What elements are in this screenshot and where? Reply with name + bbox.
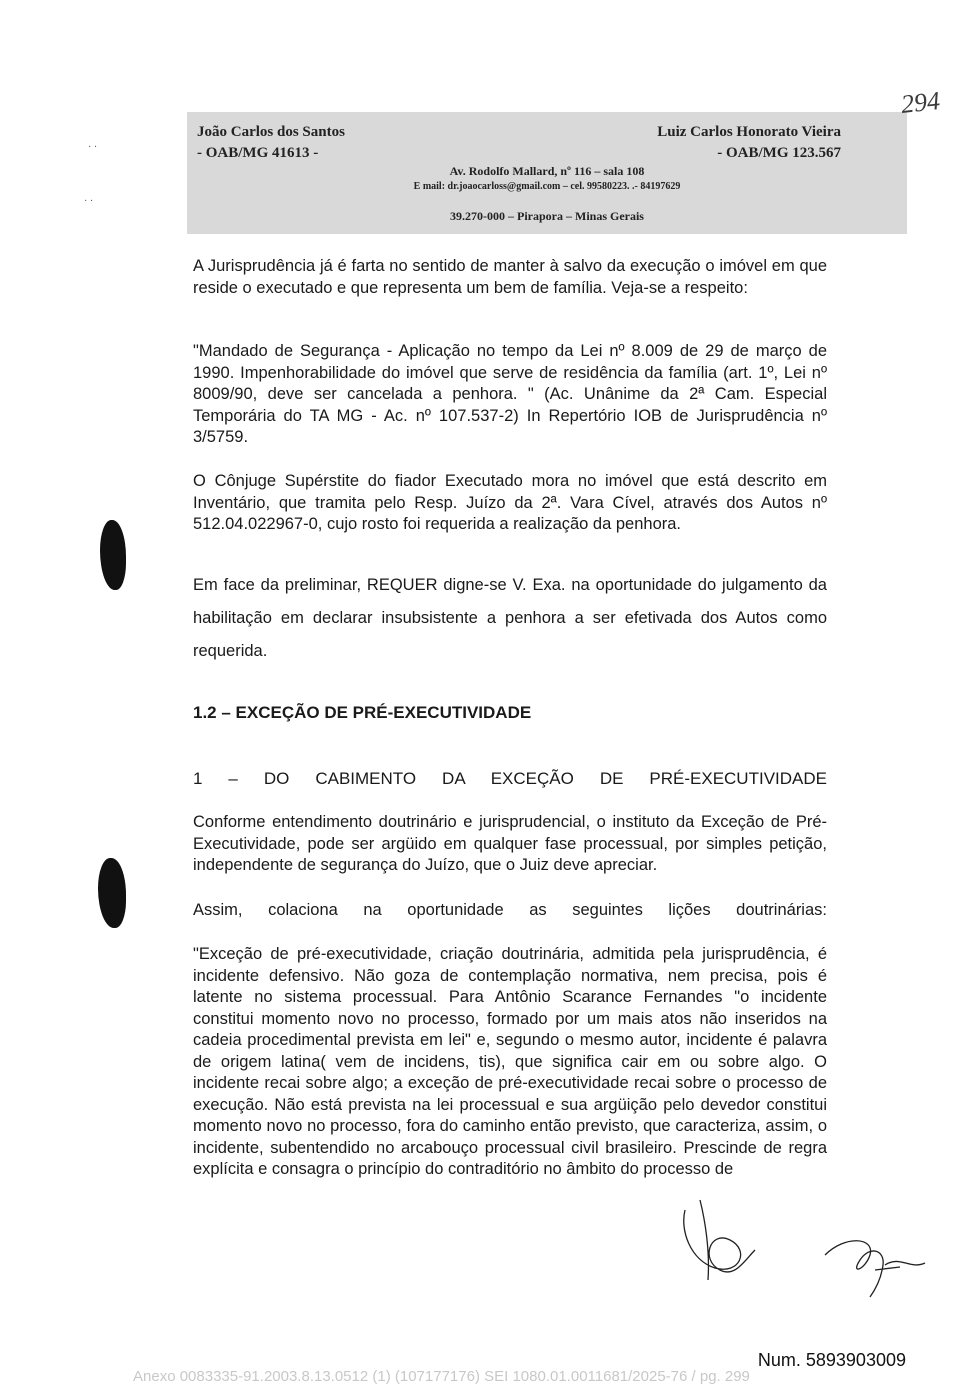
- punch-hole-mark: [98, 858, 126, 928]
- section-heading: 1.2 – EXCEÇÃO DE PRÉ-EXECUTIVIDADE: [193, 703, 532, 722]
- signature-2: [815, 1225, 935, 1305]
- paragraph-jurisprudence: [193, 256, 827, 299]
- letterhead-right: [657, 122, 841, 164]
- quote-text: "Mandado de Segurança - Aplicação no tempo da Lei nº 8.009 de 29 de março de 1990. Impenhorabilidade do imóvel que serve de residência da família (art. 1º, Lei nº 8009/90, deve ser cancelada a penhora. " (Ac. Unânime da 2ª Cam. Especial Temporária do TA MG - Ac. nº 107.537-2) In Repertório IOB de Jurisprudência nº 3/5759.: [193, 342, 827, 446]
- punch-hole-mark: [100, 520, 126, 590]
- city-line: 39.270-000 – Pirapora – Minas Gerais: [450, 209, 644, 223]
- quote-excecao: [193, 944, 827, 1181]
- right-lawyer-name: Luiz Carlos Honorato Vieira: [657, 124, 841, 140]
- quote-mandado: [193, 341, 827, 449]
- margin-speck: · ·: [84, 196, 94, 207]
- paragraph-text: Em face da preliminar, REQUER digne-se V. Exa. na oportunidade do julgamento da habilitação em declarar insubsistente a penhora a ser efetivada dos Autos como requerida.: [193, 576, 827, 660]
- subsection-heading: 1 – DO CABIMENTO DA EXCEÇÃO DE PRÉ-EXECUTIVIDADE: [193, 769, 827, 788]
- right-lawyer-oab: - OAB/MG 123.567: [717, 145, 841, 161]
- document-number: Num. 5893903009: [757, 1350, 906, 1370]
- margin-speck: · ·: [88, 142, 98, 153]
- annex-watermark: Anexo 0083335-91.2003.8.13.0512 (1) (107177176) SEI 1080.01.0011681/2025-76 / pg. 299: [133, 1368, 750, 1385]
- letterhead-left: [197, 122, 345, 164]
- paragraph-requer: [193, 569, 827, 668]
- address: Av. Rodolfo Mallard, nº 116 – sala 108: [449, 164, 645, 178]
- paragraph-text: Conforme entendimento doutrinário e jurisprudencial, o instituto da Exceção de Pré-Executividade, pode ser argüido em qualquer fase processual, por simples petição, independente de segurança do Juízo, que o Juiz deve apreciar.: [193, 813, 827, 874]
- left-lawyer-oab: - OAB/MG 41613 -: [197, 145, 319, 161]
- handwritten-page-number: 294: [899, 86, 942, 119]
- paragraph-text: O Cônjuge Supérstite do fiador Executado mora no imóvel que está descrito em Inventário, que tramita pelo Resp. Juízo da 2ª. Vara Cível, através dos Autos nº 512.04.022967-0, cujo rosto foi requerida a realização da penhora.: [193, 472, 827, 533]
- contact-line: E mail: dr.joaocarloss@gmail.com – cel. 99580223. .- 84197629: [413, 181, 681, 192]
- paragraph-conjuge: [193, 471, 827, 536]
- quote-text: "Exceção de pré-executividade, criação doutrinária, admitida pela jurisprudência, é incidente defensivo. Não goza de contemplação normativa, nem precisa, pois é latente no sistema processual. Para Antônio Scarance Fernandes "o incidente constitui momento novo no processo, formado por um mais atos não inseridos na cadeia procedimental prevista em lei" e, segundo o mesmo autor, incidente é palavra de origem latina( vem de incidens, tis), que significa cair em ou sobre algo. O incidente recai sobre algo; a exceção de pré-executividade recai sobre o processo de execução. Não está prevista na lei processual e sua argüição pelo devedor constitui momento novo no processo, fora do caminho então previsto, que caracteriza, assim, o incidente, subentendido no arcabouço processual civil brasileiro. Prescinde de regra explícita e consagra o princípio do contraditório no âmbito do processo de: [193, 945, 827, 1178]
- paragraph-conforme: [193, 812, 827, 877]
- paragraph-assim: Assim, colaciona na oportunidade as seguintes lições doutrinárias:: [193, 901, 827, 919]
- left-lawyer-name: João Carlos dos Santos: [197, 124, 345, 140]
- letterhead: [187, 112, 907, 234]
- paragraph-text: A Jurisprudência já é farta no sentido de manter à salvo da execução o imóvel em que reside o executado e que representa um bem de família. Veja-se a respeito:: [193, 257, 827, 297]
- letterhead-address-block: [187, 164, 907, 194]
- signature-1: [660, 1190, 780, 1290]
